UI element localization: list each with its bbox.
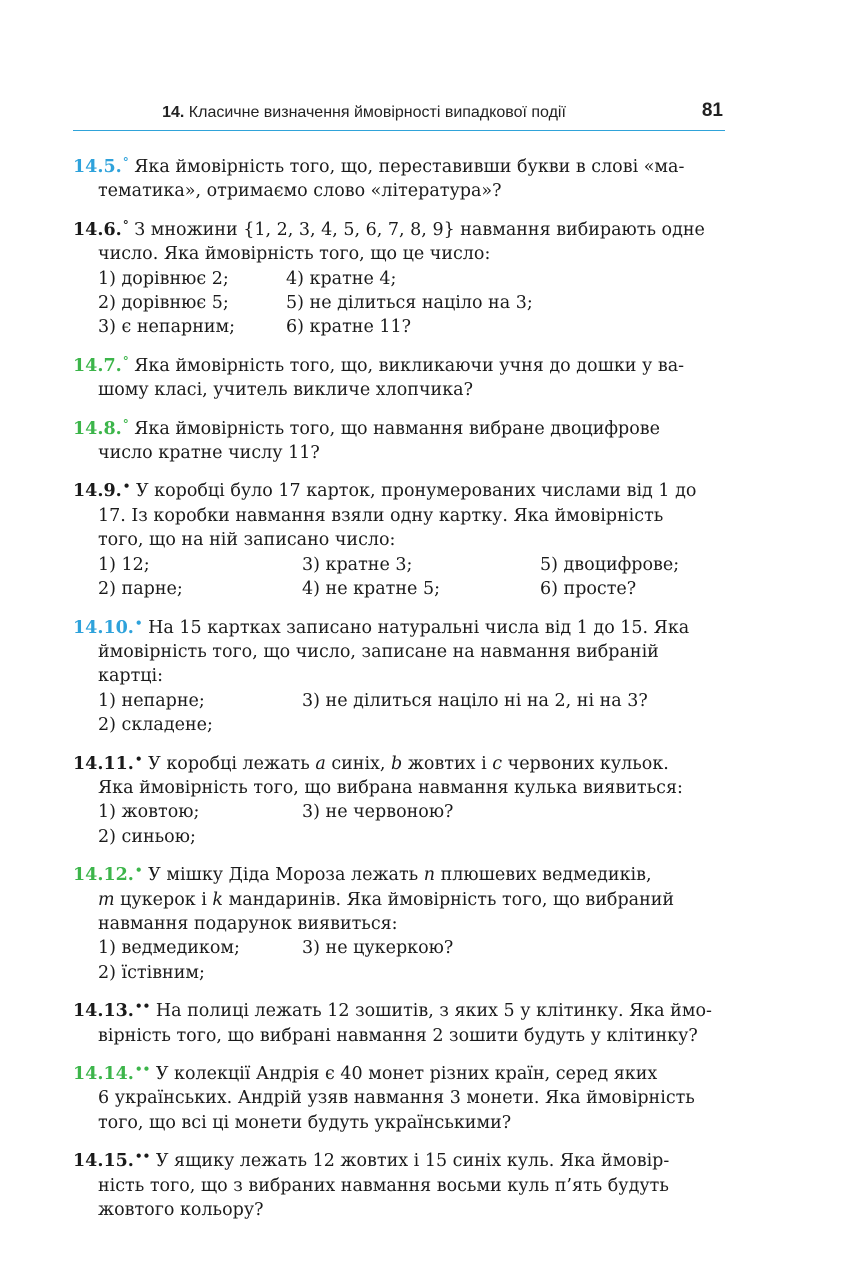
option: 3) не червоною? [302,802,454,823]
problem-text-line: У коробці лежать a синіх, b жовтих і c червоних кульок. [148,753,669,774]
problem-number: 14.7.° [73,353,129,376]
problem-14-11 [73,747,725,850]
problem-text-line: У коробці було 17 карток, пронумерованих числами від 1 до [135,481,697,502]
problem-text-line: навмання подарунок виявиться: [98,913,398,934]
variable-c: c [492,753,503,774]
problem-text-line: картці: [98,666,164,687]
problem-text-line: вірність того, що вибрані навмання 2 зошити будуть у клітинку? [98,1025,698,1046]
problem-number: 14.5.° [73,155,129,177]
option: 3) кратне 3; [302,554,413,575]
problem-number: 14.13.•• [73,999,151,1022]
problem-text-line: жовтого кольору? [98,1200,264,1221]
problem-text-line: число. Яка ймовірність того, що це число: [98,244,491,265]
option [302,825,722,849]
answer-options [73,689,725,738]
problem-text-line: У ящику лежать 12 жовтих і 15 синіх куль. Яка ймовір- [155,1151,670,1172]
section-number: 14. [162,104,185,121]
problem-text-line: шому класі, учитель викличе хлопчика? [98,380,473,401]
option: 6) кратне 11? [286,317,412,338]
option: 2) синьою; [98,826,196,847]
problem-text-line: Яка ймовірність того, що, переставивши букви в слові «ма- [134,157,685,177]
problem-number: 14.15.•• [73,1149,151,1172]
option: 1) жовтою; [98,802,200,823]
problems-list [73,150,725,1231]
option: 2) парне; [98,579,183,600]
problem-text-line: У мішку Діда Мороза лежать n плюшевих ведмедиків, [148,865,652,886]
option: 1) ведмедиком; [98,938,240,959]
option [302,961,722,985]
option: 3) не цукеркою? [302,938,454,959]
problem-14-15 [73,1144,725,1222]
variable-n: n [423,865,436,886]
problem-text-line: Яка ймовірність того, що навмання вибране двоцифрове [134,418,660,439]
problem-14-6 [73,213,725,340]
problem-text-line: На 15 картках записано натуральні числа від 1 до 15. Яка [148,617,690,638]
problem-text-line: m цукерок і k мандаринів. Яка ймовірність того, що вибраний [98,889,675,910]
problem-text-line: З множини {1, 2, 3, 4, 5, 6, 7, 8, 9} навмання вибирають одне [134,219,705,240]
problem-text-line: ймовірність того, що число, записане на навмання вибраній [98,641,659,662]
problem-text-line: На полиці лежать 12 зошитів, з яких 5 у клітинку. Яка ймо- [155,1001,712,1022]
problem-14-10 [73,611,725,738]
problem-text-line: Яка ймовірність того, що, викликаючи учня до дошки у ва- [134,355,685,376]
problem-number: 14.6.° [73,217,129,240]
answer-options [73,936,725,985]
problem-14-7 [73,349,725,403]
answer-options [73,267,725,340]
page-number: 81 [701,100,723,121]
problem-text-line: того, що на ній записано число: [98,530,396,551]
problem-number: 14.14.•• [73,1062,151,1084]
variable-k: k [212,889,224,910]
option: 2) дорівнює 5; [98,293,229,314]
variable-a: a [315,753,326,774]
problem-text-line: У колекції Андрія є 40 монет різних країн, серед яких [155,1064,658,1084]
option: 1) 12; [98,554,150,575]
problem-14-9 [73,474,725,601]
option: 2) їстівним; [98,962,205,983]
problem-14-14 [73,1057,725,1135]
problem-text-line: того, що всі ці монети будуть українськими? [98,1112,512,1133]
problem-number: 14.12.• [73,863,143,886]
option: 2) складене; [98,715,213,736]
option [302,713,722,737]
option: 4) не кратне 5; [302,579,440,600]
problem-text-line: Яка ймовірність того, що вибрана навмання кулька виявиться: [98,777,683,798]
problem-14-8 [73,412,725,466]
problem-text-line: тематика», отримаємо слово «література»? [98,181,502,202]
option: 5) двоцифрове; [540,554,680,575]
running-title [73,104,655,122]
problem-14-13 [73,994,725,1048]
option: 5) не ділиться націло на 3; [286,293,533,314]
problem-14-12 [73,858,725,985]
answer-options [73,800,725,849]
option: 6) просте? [540,579,637,600]
option: 4) кратне 4; [286,268,397,289]
option: 3) є непарним; [98,317,236,338]
option: 1) непарне; [98,690,205,711]
page-header [73,100,725,131]
variable-b: b [391,753,403,774]
section-title: Класичне визначення ймовірності випадкової події [188,104,566,121]
variable-m: m [98,889,115,910]
option: 1) дорівнює 2; [98,268,229,289]
problem-number: 14.10.• [73,615,143,638]
problem-text-line: 17. Із коробки навмання взяли одну картку. Яка ймовірність [98,505,664,526]
problem-number: 14.11.• [73,751,143,774]
problem-number: 14.9.• [73,479,131,502]
answer-options [73,553,725,602]
problem-text-line: ність того, що з вибраних навмання восьми куль п’ять будуть [98,1175,669,1196]
problem-text-line: число кратне числу 11? [98,443,320,464]
problem-text-line: 6 українських. Андрій узяв навмання 3 монети. Яка ймовірність [98,1088,695,1109]
problem-14-5 [73,150,725,204]
option: 3) не ділиться націло ні на 2, ні на 3? [302,690,648,711]
problem-number: 14.8.° [73,416,129,439]
